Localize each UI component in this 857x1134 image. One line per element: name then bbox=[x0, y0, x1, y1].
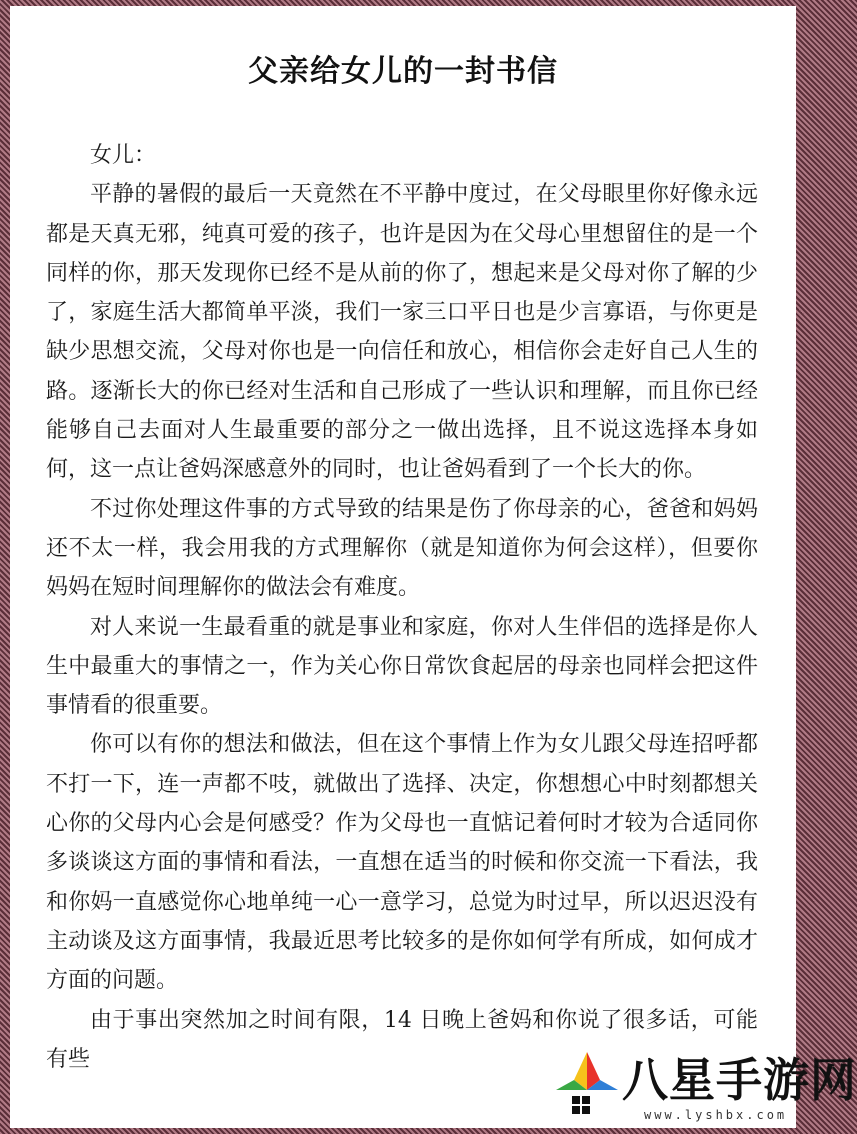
document-page bbox=[10, 6, 796, 1128]
letter-body bbox=[46, 136, 758, 1079]
document-title: 父亲给女儿的一封书信 bbox=[248, 54, 558, 89]
watermark-brand: 八星手游网 bbox=[622, 1053, 857, 1107]
letter-paragraph-1: 平静的暑假的最后一天竟然在不平静中度过，在父母眼里你好像永远都是天真无邪，纯真可爱的孩子，也许是因为在父母心里想留住的是一个同样的你，那天发现你已经不是从前的你了，想起来是父母对你了解的少了，家庭生活大都简单平淡，我们一家三口平日也是少言寡语，与你更是缺少思想交流，父母对你也是一向信任和放心，相信你会走好自己人生的路。逐渐长大的你已经对生活和自己形成了一些认识和理解，而且你已经能够自己去面对人生最重要的部分之一做出选择，且不说这选择本身如何，这一点让爸妈深感意外的同时，也让爸妈看到了一个长大的你。 bbox=[46, 182, 758, 483]
letter-paragraph-4: 你可以有你的想法和做法，但在这个事情上作为女儿跟父母连招呼都不打一下，连一声都不吱，就做出了选择、决定，你想想心中时刻都想关心你的父母内心会是何感受？作为父母也一直惦记着何时才较为合适同你多谈谈这方面的事情和看法，一直想在适当的时候和你交流一下看法，我和你妈一直感觉你心地单纯一心一意学习，总觉为时过早，所以迟迟没有主动谈及这方面事情，我最近思考比较多的是你如何学有所成，如何成才方面的问题。 bbox=[46, 732, 758, 994]
star-logo-icon bbox=[552, 1046, 622, 1128]
letter-greeting: 女儿： bbox=[90, 143, 157, 168]
letter-paragraph-3: 对人来说一生最看重的就是事业和家庭，你对人生伴侣的选择是你人生中最重大的事情之一，作为关心你日常饮食起居的母亲也同样会把这件事情看的很重要。 bbox=[46, 614, 758, 719]
letter-paragraph-5: 由于事出突然加之时间有限，14 日晚上爸妈和你说了很多话，可能有些 bbox=[46, 1007, 758, 1072]
letter-paragraph-2: 不过你处理这件事的方式导致的结果是伤了你母亲的心，爸爸和妈妈还不太一样，我会用我的方式理解你（就是知道你为何会这样），但要你妈妈在短时间理解你的做法会有难度。 bbox=[46, 496, 758, 601]
site-watermark bbox=[552, 1042, 857, 1130]
watermark-url: www.lyshbx.com bbox=[644, 1108, 788, 1122]
